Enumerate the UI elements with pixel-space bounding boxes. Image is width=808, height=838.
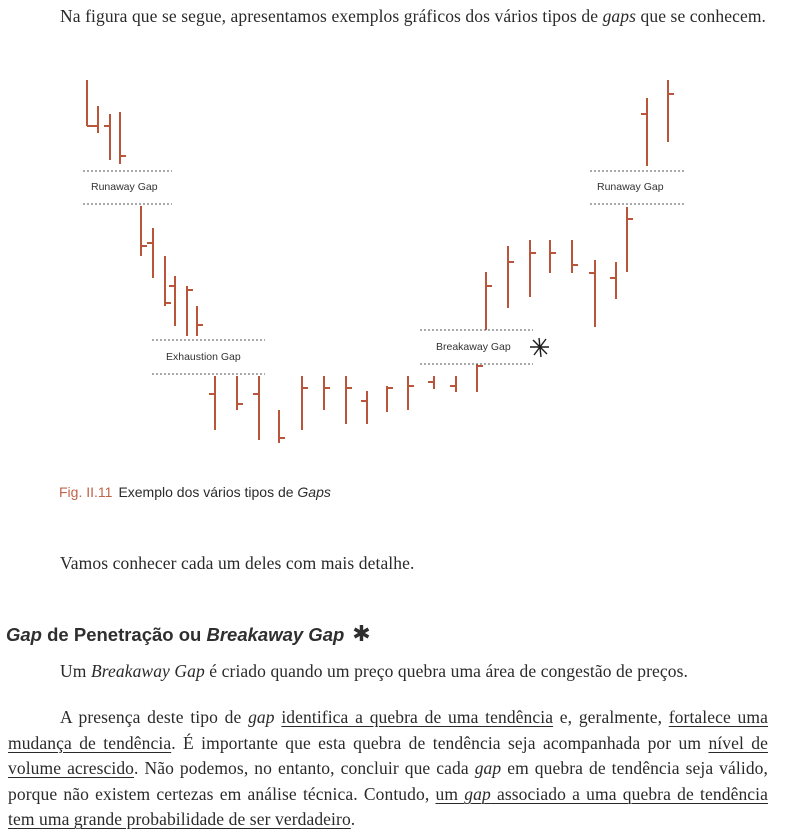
p2-text-c: . É importante que esta quebra de tendência seja acompanhada por um [171,732,709,753]
details-intro-line: Vamos conhecer cada um deles com mais detalhe. [60,553,415,573]
intro-text-end: que se conhecem. [636,6,767,26]
p2-text-f: . [350,809,356,829]
label-runaway-gap-right: Runaway Gap [597,181,664,193]
heading-breakaway-term: Breakaway Gap [206,624,345,645]
intro-gaps-term: gaps [602,6,637,26]
p1-breakaway-term: Breakaway Gap [90,661,205,681]
label-runaway-gap-left: Runaway Gap [91,181,158,193]
caption-gaps-term: Gaps [297,484,331,500]
gap-types-figure [0,68,808,468]
label-breakaway-gap: Breakaway Gap [436,341,511,353]
p2-text-b: e, geralmente, [553,707,669,727]
caption-number: Fig. II.11 [59,484,113,500]
p2-underline-trend-break: identifica a quebra de uma tendência [281,707,554,727]
p2-u4-b: associado a uma quebra de tendência tem uma grande probabilidade de ser verdadeiro [8,783,768,829]
handwritten-asterisk-icon [530,338,549,357]
breakaway-presence-paragraph [8,705,768,833]
p2-text-e: em quebra de tendência seja válido, porque não existem certezas em análise técnica. Contudo, [8,758,768,804]
intro-text: Na figura que se segue, apresentamos exemplos gráficos dos vários tipos de [60,6,603,26]
handwritten-asterisk-heading-icon: ✱ [352,622,371,647]
p2-gap-term: gap [248,707,275,727]
section-heading [6,622,371,647]
p1-text-end: é criado quando um preço quebra uma área de congestão de preços. [204,661,688,681]
p2-u4-gap-term: gap [464,783,491,804]
p2-u4-a: um [435,783,465,804]
breakaway-definition-paragraph [8,659,768,685]
p2-underline-volume: nível de volume acrescido [8,732,768,778]
p2-underline-trend-change: fortalece uma mudança de tendência [8,707,768,753]
p2-gap-term-2: gap [474,758,502,778]
p2-text-d: . Não podemos, no entanto, concluir que cada [134,758,475,778]
p2-text-a: A presença deste tipo de [60,707,249,727]
label-exhaustion-gap: Exhaustion Gap [166,351,241,363]
figure-caption [59,484,331,500]
caption-text: Exemplo dos vários tipos de [118,484,298,500]
heading-gap-term: Gap [6,624,42,645]
price-bars [87,80,674,443]
heading-text: de Penetração ou [41,624,207,645]
intro-paragraph [8,4,768,30]
p1-text: Um [60,661,91,681]
